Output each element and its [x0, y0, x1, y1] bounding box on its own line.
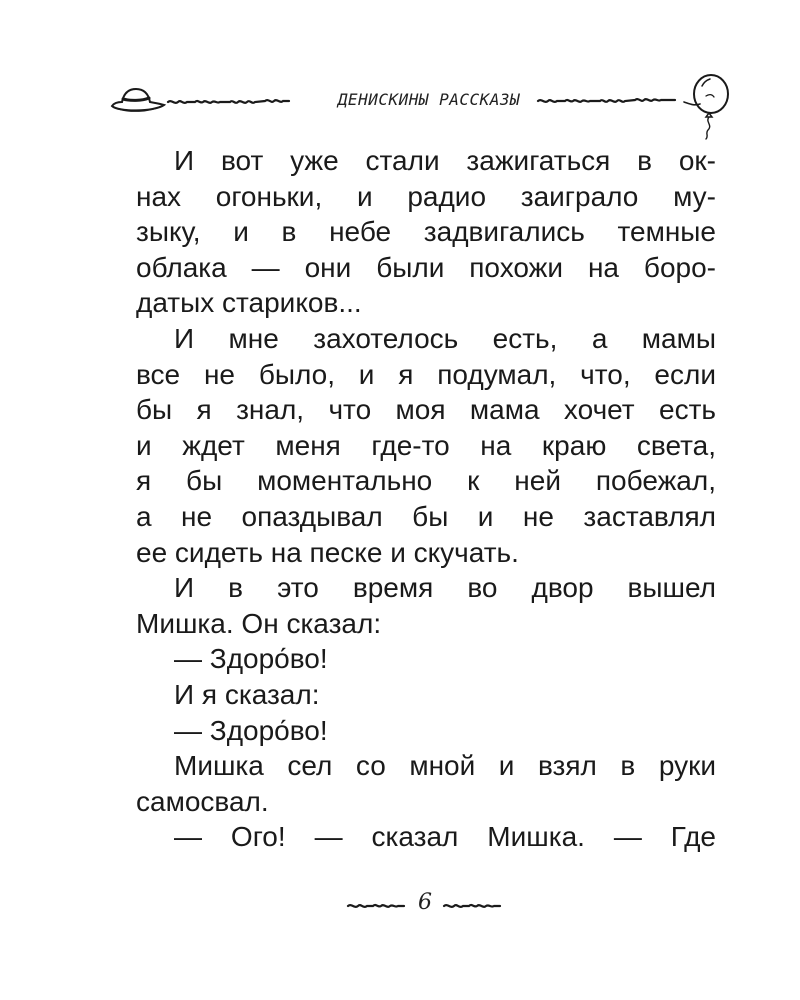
text-line: И в это время во двор вышел	[174, 572, 716, 604]
text-line: а не опаздывал бы и не заставлял	[136, 500, 716, 532]
text-line: нах огоньки, и радио заиграло му-	[136, 180, 716, 212]
text-line: зыку, и в небе задвигались темные	[136, 216, 716, 248]
text-line: И вот уже стали зажигаться в ок-	[174, 145, 716, 176]
text-line: и ждет меня где-то на краю света,	[136, 429, 716, 461]
footer-right-scribble	[444, 905, 500, 907]
running-header-title: ДЕНИСКИНЫ РАССКАЗЫ	[337, 90, 521, 109]
text-line: датых стариков...	[136, 287, 362, 319]
running-header	[108, 72, 738, 142]
footer-left-scribble	[348, 905, 404, 907]
text-line: бы я знал, что моя мама хочет есть	[136, 394, 716, 426]
text-line: Мишка. Он сказал:	[136, 607, 382, 639]
right-scribble-line	[538, 99, 675, 102]
page-number: 6	[418, 890, 432, 915]
text-line: — Здоро́во!	[174, 643, 328, 675]
page-footer	[340, 886, 510, 926]
text-line: облака — они были похожи на боро-	[136, 251, 716, 283]
text-line: — Здоро́во!	[174, 714, 328, 746]
text-line: И я сказал:	[174, 678, 320, 710]
text-line: — Ого! — сказал Мишка. — Где	[174, 821, 716, 853]
hat-icon	[112, 89, 164, 111]
balloon-icon	[684, 75, 728, 139]
text-line: Мишка сел со мной и взял в руки	[174, 750, 716, 782]
text-line: ее сидеть на песке и скучать.	[136, 536, 519, 568]
story-text	[136, 143, 716, 855]
text-line: И мне захотелось есть, а мамы	[174, 322, 716, 354]
left-scribble-line	[168, 100, 289, 103]
text-line: самосвал.	[136, 785, 269, 817]
text-line: все не было, и я подумал, что, если	[136, 358, 716, 390]
text-line: я бы моментально к ней побежал,	[136, 465, 716, 497]
